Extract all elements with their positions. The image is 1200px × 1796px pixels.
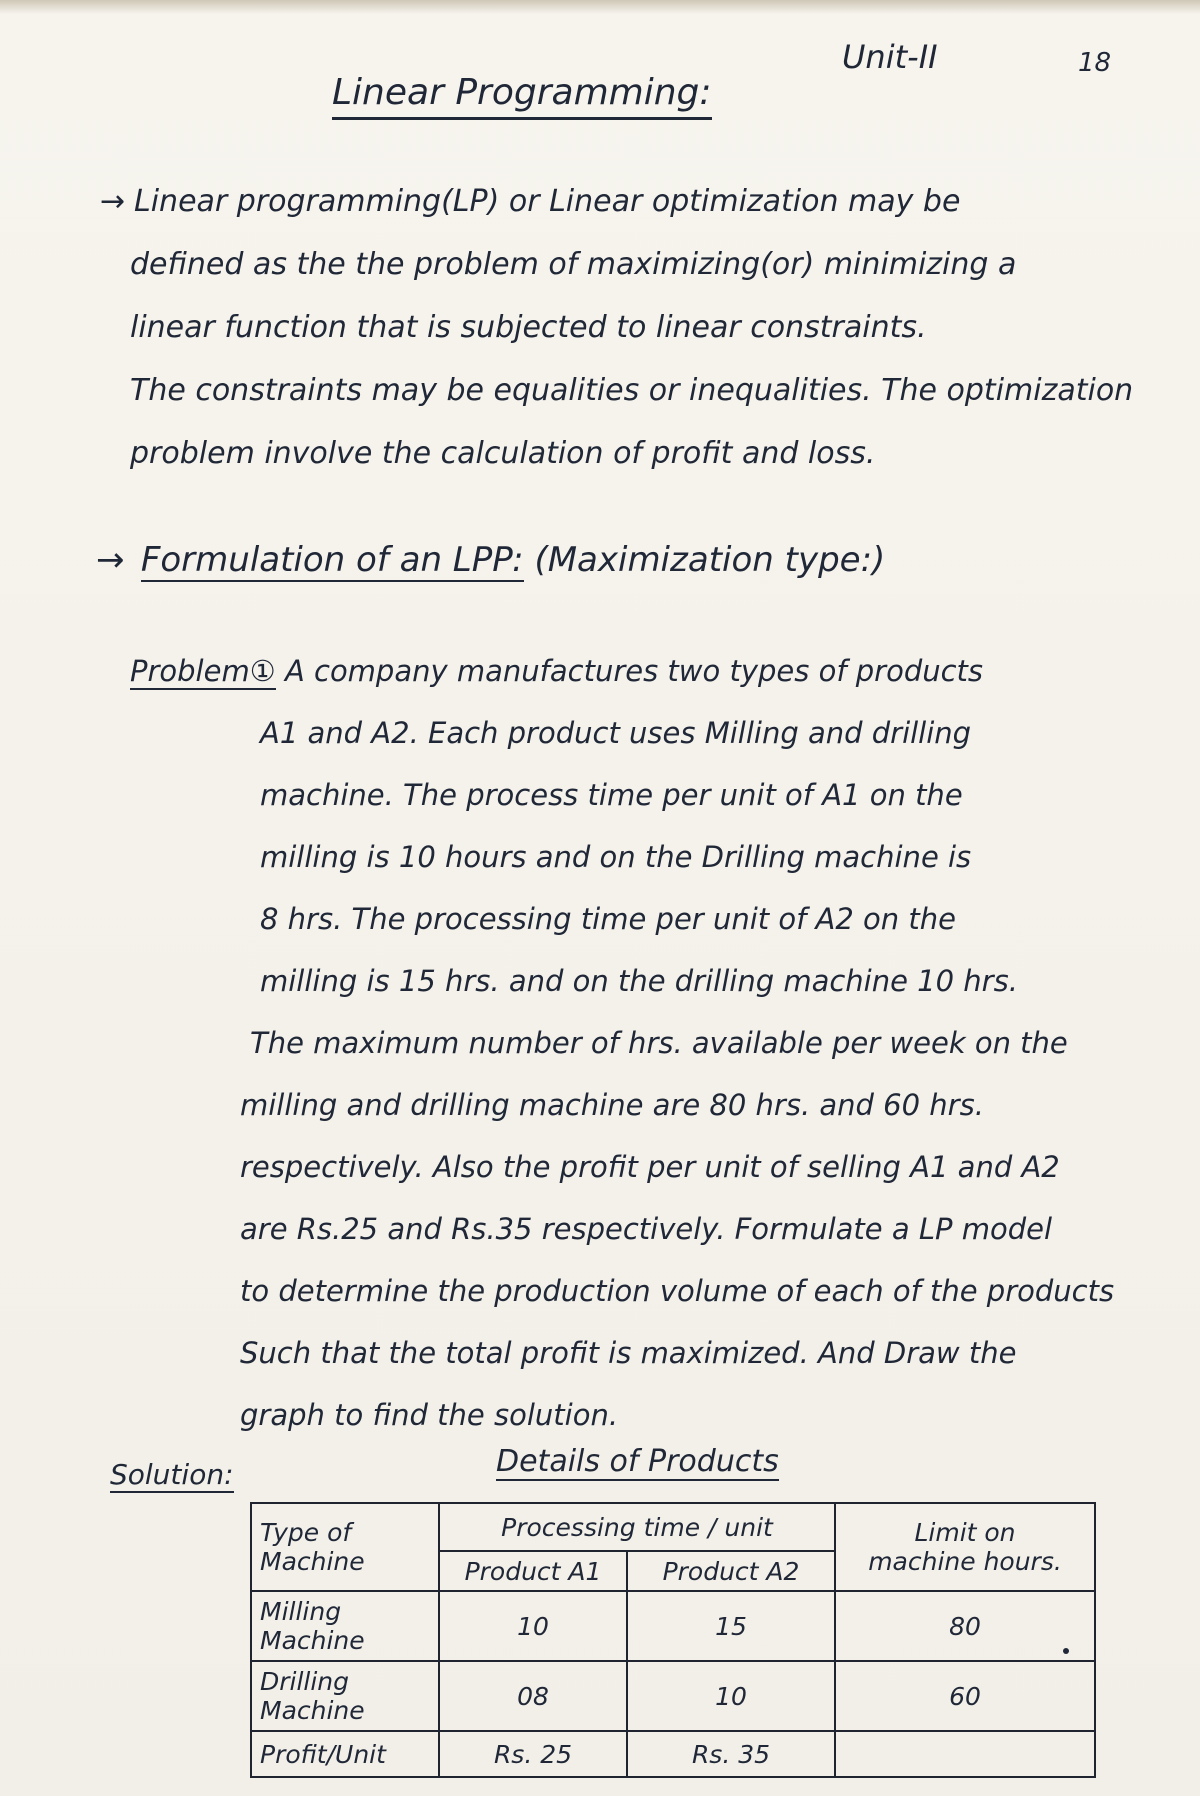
table-cell: Rs. 25	[439, 1731, 627, 1777]
table-cell: 10	[627, 1661, 835, 1731]
table-cell: 80	[835, 1591, 1095, 1661]
page-number: 18	[1078, 48, 1112, 78]
problem-statement	[130, 640, 1190, 1446]
table-row	[251, 1591, 1095, 1661]
problem-line: Such that the total profit is maximized. And Draw the	[240, 1336, 1017, 1370]
table-cell: 08	[439, 1661, 627, 1731]
problem-line: milling and drilling machine are 80 hrs. and 60 hrs.	[240, 1088, 984, 1122]
table-row	[251, 1731, 1095, 1777]
problem-line: machine. The process time per unit of A1 on the	[260, 778, 963, 812]
problem-line: respectively. Also the profit per unit of selling A1 and A2	[240, 1150, 1060, 1184]
paragraph-line: problem involve the calculation of profit and loss.	[130, 436, 876, 471]
header-cell: Limit on machine hours.	[835, 1503, 1095, 1591]
paragraph-line: The constraints may be equalities or inequalities. The optimization	[130, 373, 1134, 408]
table-cell: Drilling Machine	[251, 1661, 439, 1731]
table-cell: Rs. 35	[627, 1731, 835, 1777]
table-row	[251, 1661, 1095, 1731]
solution-label: Solution:	[110, 1458, 234, 1491]
header-cell: Type of Machine	[251, 1503, 439, 1591]
problem-line: A1 and A2. Each product uses Milling and drilling	[260, 716, 972, 750]
problem-line: milling is 10 hours and on the Drilling machine is	[260, 840, 972, 874]
table-title: Details of Products	[496, 1444, 779, 1479]
paragraph-line: linear function that is subjected to linear constraints.	[130, 310, 927, 345]
page-edge	[0, 0, 1200, 14]
unit-label: Unit-II	[842, 38, 938, 76]
table-cell	[835, 1731, 1095, 1777]
problem-line: 8 hrs. The processing time per unit of A2 on the	[260, 902, 956, 936]
table-header-row	[251, 1503, 1095, 1551]
page-title: Linear Programming:	[332, 72, 712, 120]
section-heading: → Formulation of an LPP: (Maximization type:)	[96, 540, 886, 580]
problem-line: to determine the production volume of each of the products	[240, 1274, 1115, 1308]
paragraph-line: defined as the the problem of maximizing(or) minimizing a	[130, 247, 1017, 282]
problem-line: Problem① A company manufactures two types of products	[130, 654, 984, 688]
problem-line: milling is 15 hrs. and on the drilling machine 10 hrs.	[260, 964, 1018, 998]
table-cell: 15	[627, 1591, 835, 1661]
problem-label: Problem①	[130, 654, 276, 688]
ink-dot	[1063, 1648, 1069, 1654]
header-cell: Processing time / unit	[439, 1503, 835, 1551]
definition-paragraph	[100, 170, 1190, 485]
table-cell: Milling Machine	[251, 1591, 439, 1661]
header-cell: Product A1	[439, 1551, 627, 1591]
table-cell: 10	[439, 1591, 627, 1661]
table-cell: 60	[835, 1661, 1095, 1731]
arrow-icon: →	[96, 540, 125, 580]
problem-line: graph to find the solution.	[240, 1398, 619, 1432]
product-details-table	[250, 1502, 1096, 1778]
arrow-icon: →	[100, 184, 126, 219]
paragraph-line: → Linear programming(LP) or Linear optimization may be	[100, 170, 1190, 233]
table-cell: Profit/Unit	[251, 1731, 439, 1777]
problem-line: are Rs.25 and Rs.35 respectively. Formulate a LP model	[240, 1212, 1053, 1246]
header-cell: Product A2	[627, 1551, 835, 1591]
problem-line: The maximum number of hrs. available per week on the	[250, 1026, 1068, 1060]
